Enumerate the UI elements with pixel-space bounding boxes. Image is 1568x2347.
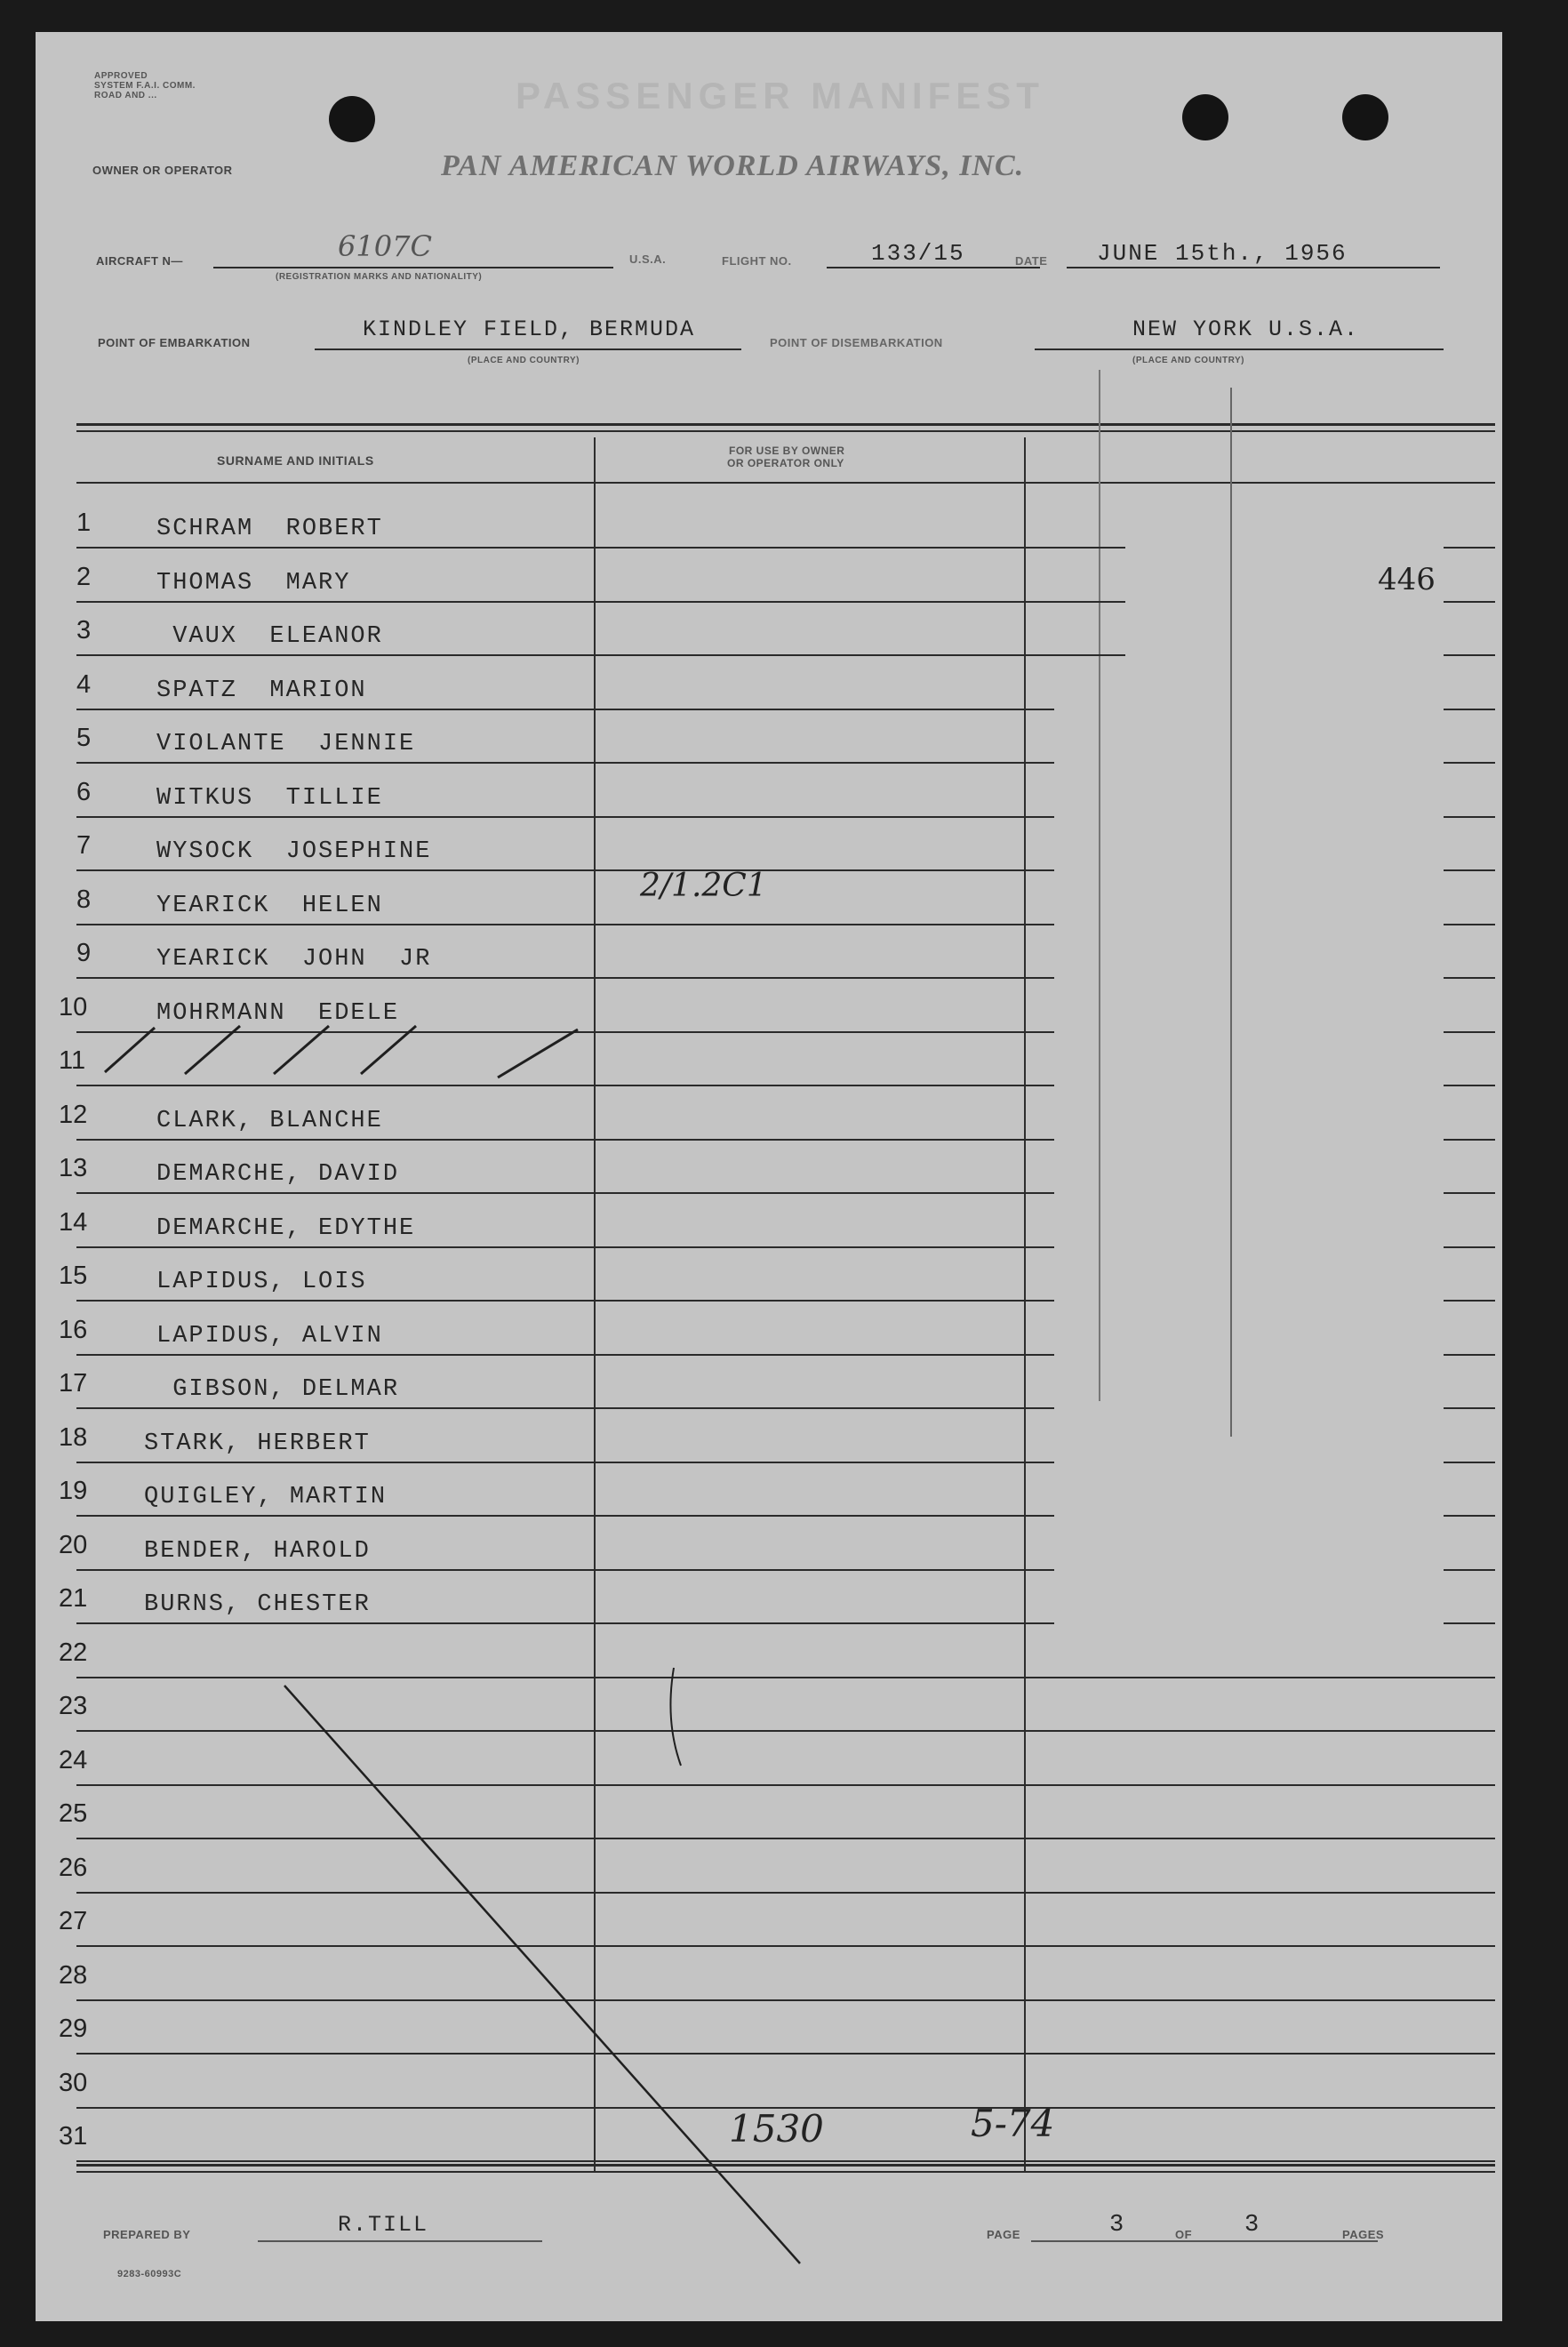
col-owner-header-1: FOR USE BY OWNER [729,445,845,457]
footer-rule-2 [76,2171,1495,2173]
row8-note: 2/1.2C1 [640,868,767,904]
row-number: 8 [76,885,92,914]
disembark-sublabel: (PLACE AND COUNTRY) [1132,356,1244,365]
row-number: 26 [59,1854,88,1882]
col-surname-header: SURNAME AND INITIALS [217,453,374,468]
passenger-name: DEMARCHE, EDYTHE [156,1215,416,1242]
row-number: 15 [59,1262,88,1290]
strike-mark-1 [105,1028,155,1072]
embark-value: KINDLEY FIELD, BERMUDA [363,316,696,342]
row-number: 11 [59,1046,86,1075]
row-number: 30 [59,2069,88,2097]
row-number: 22 [59,1638,88,1667]
approval-line-2: SYSTEM F.A.I. COMM. [94,81,196,91]
passenger-name: LAPIDUS, LOIS [156,1269,367,1295]
passenger-name: STARK, HERBERT [144,1430,371,1457]
form-title: PASSENGER MANIFEST [516,75,1044,116]
passenger-name: BURNS, CHESTER [144,1591,371,1618]
row-number: 9 [76,939,92,967]
bottom-note-left: 1530 [729,2107,824,2151]
disembark-label: POINT OF DISEMBARKATION [770,336,943,349]
row-number: 10 [59,993,88,1021]
row-number: 20 [59,1531,88,1559]
diagonal-cancel-line [284,1686,800,2263]
row-number: 28 [59,1961,88,1990]
page-value: 3 [1109,2212,1126,2239]
prepared-underline [258,2240,542,2242]
prepared-value: R.TILL [338,2212,429,2238]
col-owner-header-2: OR OPERATOR ONLY [727,457,844,469]
row-number: 17 [59,1369,88,1398]
pages-label: PAGES [1342,2228,1385,2241]
row-number: 18 [59,1423,88,1452]
of-value: 3 [1244,2212,1261,2239]
strike-mark-4 [361,1026,416,1074]
row-number: 31 [59,2122,88,2151]
row-number: 5 [76,724,92,752]
embark-label: POINT OF EMBARKATION [98,336,251,349]
passenger-name: QUIGLEY, MARTIN [144,1484,388,1510]
row-number: 24 [59,1746,88,1774]
date-value: JUNE 15th., 1956 [1097,240,1348,267]
passenger-name: BENDER, HAROLD [144,1538,371,1565]
owner-value: PAN AMERICAN WORLD AIRWAYS, INC. [441,149,1025,182]
row-number: 19 [59,1477,88,1505]
embark-sublabel: (PLACE AND COUNTRY) [468,356,580,365]
passenger-name: VAUX ELEANOR [156,623,383,650]
bottom-note-right: 5-74 [971,2102,1055,2145]
aircraft-value: 6107C [338,229,432,263]
row-number: 1 [76,509,92,537]
disembark-value: NEW YORK U.S.A. [1132,316,1360,342]
row-number: 29 [59,2015,88,2043]
row-number: 13 [59,1154,88,1182]
row-number: 7 [76,831,92,860]
passenger-name: LAPIDUS, ALVIN [156,1323,383,1350]
passenger-name: CLARK, BLANCHE [156,1108,383,1134]
of-label: OF [1175,2228,1193,2241]
passenger-name: WYSOCK JOSEPHINE [156,838,432,865]
approval-line-1: APPROVED [94,71,148,81]
row-number: 3 [76,616,92,645]
row-number: 27 [59,1907,88,1935]
footer-rule-1 [76,2164,1495,2167]
row-number: 25 [59,1799,88,1828]
passenger-name: SPATZ MARION [156,677,367,704]
passenger-name: SCHRAM ROBERT [156,516,383,542]
passenger-name: VIOLANTE JENNIE [156,731,416,757]
row-number: 14 [59,1208,88,1237]
date-label: DATE [1015,254,1048,268]
page-label: PAGE [987,2228,1020,2241]
strike-mark-2 [185,1026,240,1074]
flight-label: FLIGHT NO. [722,254,792,268]
approval-line-3: ROAD AND ... [94,91,157,100]
row-number: 16 [59,1316,88,1344]
row-number: 6 [76,778,92,806]
row-number: 23 [59,1692,88,1720]
pen-marks [36,32,1502,2321]
passenger-name: GIBSON, DELMAR [156,1376,400,1403]
aircraft-label: AIRCRAFT N— [96,254,183,268]
row-number: 2 [76,563,92,591]
aircraft-sublabel: (REGISTRATION MARKS AND NATIONALITY) [276,272,483,282]
strike-mark-3 [274,1026,329,1074]
side-number: 446 [1378,562,1436,597]
passenger-name: THOMAS MARY [156,570,351,597]
usa-label: U.S.A. [629,252,667,266]
passenger-name: DEMARCHE, DAVID [156,1161,400,1188]
passenger-name: YEARICK HELEN [156,893,383,919]
owner-label: OWNER OR OPERATOR [92,164,233,177]
strike-mark-5 [498,1029,578,1077]
form-code: 9283-60993C [117,2269,182,2279]
row-number: 4 [76,670,92,699]
bracket-mark [670,1668,681,1766]
passenger-name: WITKUS TILLIE [156,785,383,812]
manifest-page [36,32,1502,2321]
row-number: 12 [59,1101,88,1129]
passenger-name: MOHRMANN EDELE [156,1000,400,1027]
passenger-name: YEARICK JOHN JR [156,946,432,973]
row-number: 21 [59,1584,88,1613]
flight-value: 133/15 [871,240,965,267]
prepared-label: PREPARED BY [103,2228,191,2241]
